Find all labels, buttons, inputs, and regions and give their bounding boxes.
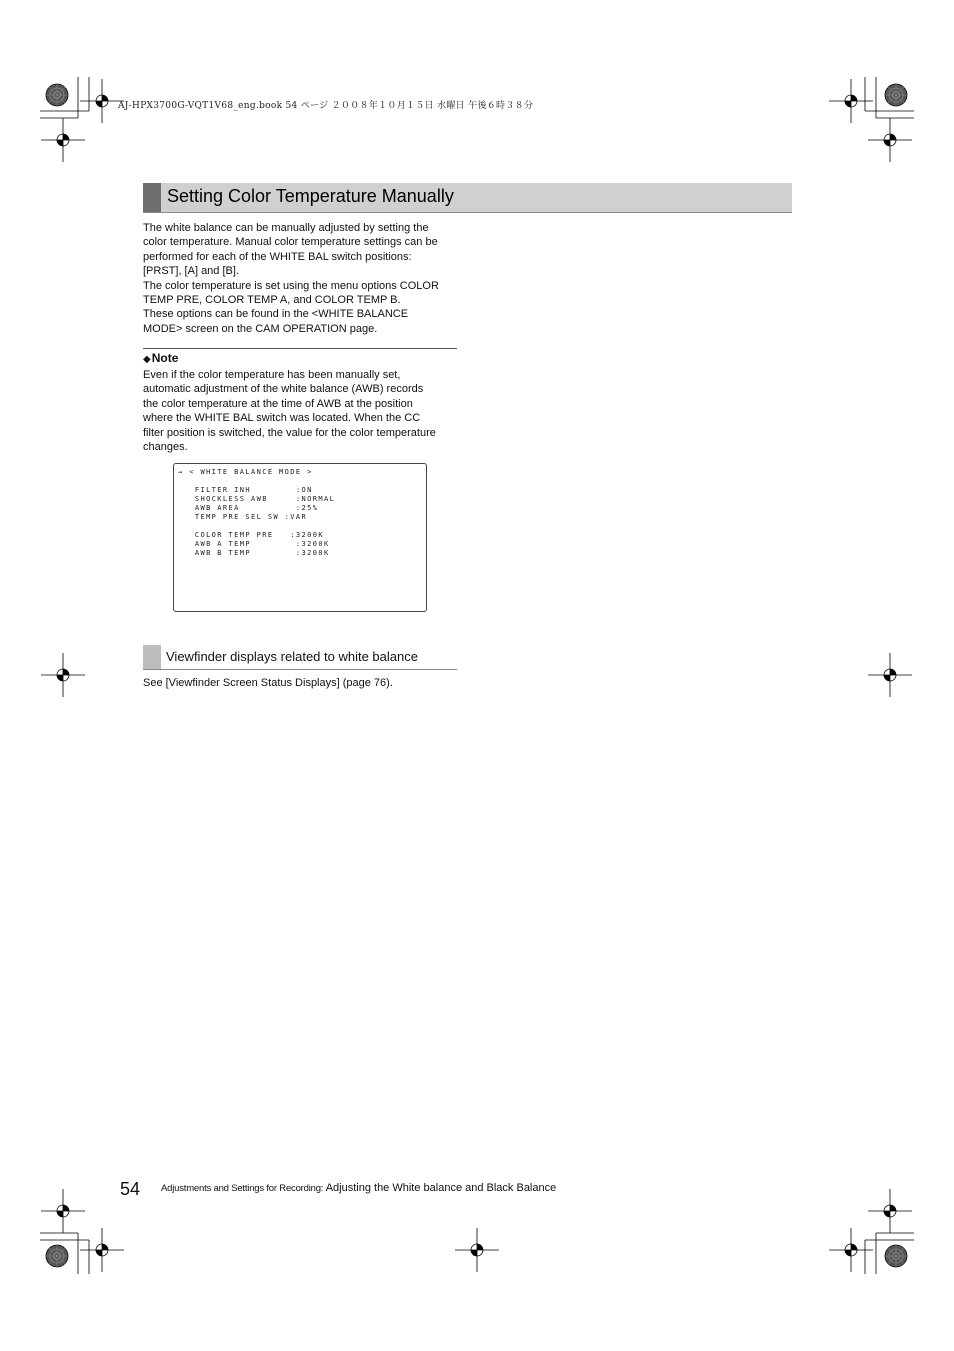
menu-line: → < WHITE BALANCE MODE > (178, 468, 313, 476)
subsection-title: Viewfinder displays related to white balance (166, 649, 418, 664)
menu-line: COLOR TEMP PRE :3200K (178, 531, 324, 539)
page-reference-text: See [Viewfinder Screen Status Displays] (page 76). (143, 677, 393, 689)
menu-screen-text (178, 468, 335, 558)
intro-paragraph-1: The white balance can be manually adjusted by setting the color temperature. Manual color temperature settings can be performed for each of the WHITE BAL switch positions: [PRST], [A] and [B]. (143, 222, 438, 278)
subsection-tab-marker (143, 645, 161, 669)
menu-screen-illustration (173, 463, 427, 612)
menu-line (178, 522, 335, 531)
section-tab-marker (143, 183, 161, 212)
note-divider (143, 348, 457, 349)
note-heading-label: Note (151, 351, 179, 365)
menu-line: SHOCKLESS AWB :NORMAL (178, 495, 336, 503)
subsection-title-bar (143, 645, 457, 670)
menu-line (178, 477, 335, 486)
diamond-icon: ◆ (143, 354, 151, 365)
footer-chapter: Adjustments and Settings for Recording: (161, 1183, 324, 1194)
intro-text (143, 221, 459, 336)
section-title: Setting Color Temperature Manually (167, 186, 454, 206)
menu-line: AWB A TEMP :3200K (178, 540, 330, 548)
note-text: Even if the color temperature has been manually set, automatic adjustment of the white balance (AWB) records the color temperature at the time of AWB at the position where the WHITE BAL switch was located. When the CC filter position is switched, the value for the color temperature changes. (143, 369, 436, 454)
section-title-bar (143, 183, 792, 213)
footer-topic: Adjusting the White balance and Black Balance (323, 1182, 557, 1194)
intro-paragraph-3: These options can be found in the <WHITE BALANCE MODE> screen on the CAM OPERATION page. (143, 308, 409, 335)
print-header: AJ-HPX3700G-VQT1V68_eng.book 54 ページ ２００８年１０月１５日 水曜日 午後６時３８分 (118, 101, 534, 111)
menu-line: AWB B TEMP :3200K (178, 549, 330, 557)
menu-line: FILTER INH :ON (178, 486, 313, 494)
intro-paragraph-2: The color temperature is set using the menu options COLOR TEMP PRE, COLOR TEMP A, and COLOR TEMP B. (143, 279, 439, 307)
menu-line: AWB AREA :25% (178, 504, 319, 512)
footer-breadcrumb (161, 1182, 556, 1194)
page-number: 54 (120, 1179, 141, 1199)
note-heading (143, 351, 178, 365)
menu-line: TEMP PRE SEL SW :VAR (178, 513, 308, 521)
